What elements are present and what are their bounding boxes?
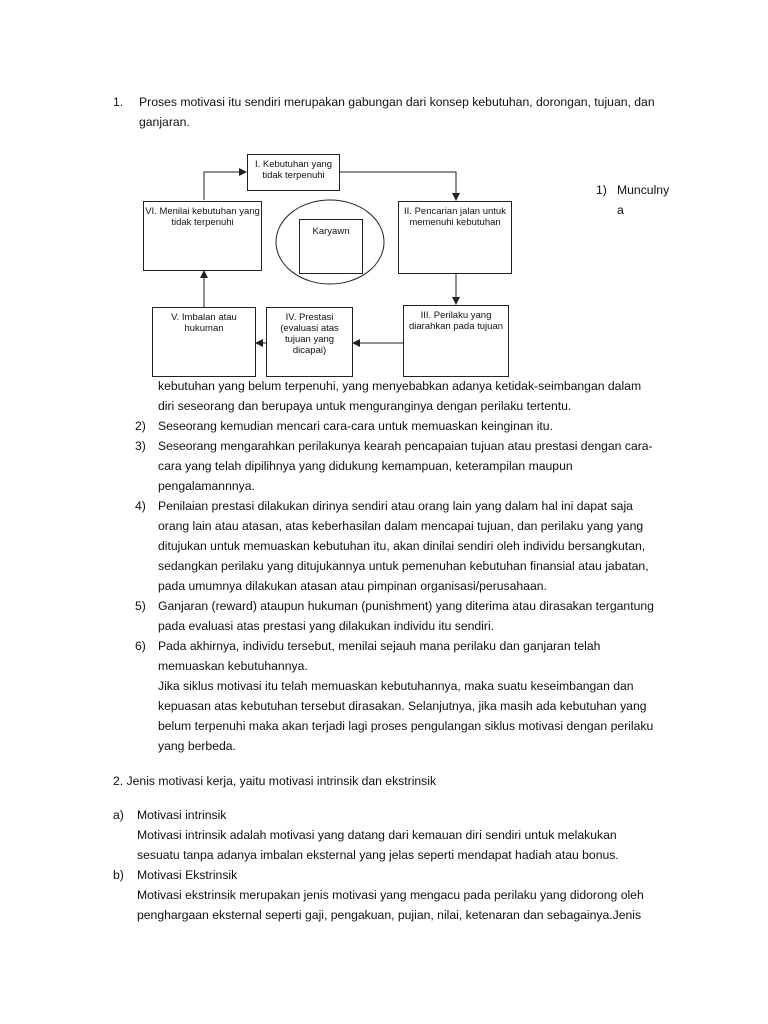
step-number: 6): [135, 639, 146, 653]
step-line: ditujukan untuk memuaskan kebutuhan itu, akan dinilai sendiri oleh individu bersangkutan,: [158, 539, 646, 553]
arrow-6-to-1: [204, 172, 246, 200]
subitem-line: Motivasi intrinsik adalah motivasi yang datang dari kemauan diri sendiri untuk melakukan: [137, 828, 617, 842]
step-number: 2): [135, 419, 146, 433]
step-line: belum terpenuhi maka akan terjadi lagi proses pengulangan siklus motivasi dengan perilaku: [158, 719, 654, 733]
step-line: diri seseorang dan berupaya untuk menguranginya dengan perilaku tertentu.: [158, 399, 572, 413]
item1-line2: ganjaran.: [139, 115, 190, 129]
step-number: 4): [135, 499, 146, 513]
diagram-box-4: IV. Prestasi (evaluasi atas tujuan yang dicapai): [266, 307, 353, 377]
step-line: kebutuhan yang belum terpenuhi, yang menyebabkan adanya ketidak-seimbangan dalam: [158, 379, 642, 393]
step-line: Pada akhirnya, individu tersebut, menilai sejauh mana perilaku dan ganjaran telah: [158, 639, 601, 653]
subitem-number: b): [113, 868, 124, 882]
step-line: orang lain atau atasan, atas keberhasilan dalam mencapai tujuan, dan perilaku yang yang: [158, 519, 644, 533]
side-item-line2: a: [617, 203, 624, 217]
step-line: Seseorang mengarahkan perilakunya kearah pencapaian tujuan atau prestasi dengan cara-: [158, 439, 653, 453]
item1-number: 1.: [113, 95, 124, 109]
motivation-cycle-diagram: [0, 0, 768, 400]
side-item-number: 1): [596, 183, 607, 197]
step-line: pengalamannnya.: [158, 479, 255, 493]
step-number: 5): [135, 599, 146, 613]
item1-line1: Proses motivasi itu sendiri merupakan gabungan dari konsep kebutuhan, dorongan, tujuan, dan: [139, 95, 655, 109]
step-line: Jika siklus motivasi itu telah memuaskan kebutuhannya, maka suatu keseimbangan dan: [158, 679, 634, 693]
diagram-box-2: II. Pencarian jalan untuk memenuhi kebutuhan: [398, 201, 512, 274]
step-line: yang berbeda.: [158, 739, 236, 753]
step-line: Penilaian prestasi dilakukan dirinya sendiri atau orang lain yang dalam hal ini dapat saja: [158, 499, 633, 513]
subitem-line: sesuatu tanpa adanya imbalan eksternal yang jelas seperti mendapat hadiah atau bonus.: [137, 848, 619, 862]
arrow-1-to-2: [340, 172, 456, 200]
step-line: Seseorang kemudian mencari cara-cara untuk memuaskan keinginan itu.: [158, 419, 553, 433]
diagram-center-box: Karyawn: [299, 219, 363, 274]
side-item-line1: Munculny: [617, 183, 670, 197]
diagram-box-6: VI. Menilai kebutuhan yang tidak terpenuhi: [143, 201, 262, 271]
diagram-box-5: V. Imbalan atau hukuman: [152, 307, 256, 377]
subitem-line: Motivasi intrinsik: [137, 808, 227, 822]
step-number: 3): [135, 439, 146, 453]
step-line: memuaskan kebutuhannya.: [158, 659, 308, 673]
step-line: cara yang telah dipilihnya yang didukung kemampuan, keterampilan maupun: [158, 459, 573, 473]
subitem-line: penghargaan eksternal seperti gaji, pengakuan, pujian, nilai, ketenaran dan sebagainya.Jenis: [137, 908, 642, 922]
diagram-box-1: I. Kebutuhan yang tidak terpenuhi: [247, 154, 340, 191]
step-line: Ganjaran (reward) ataupun hukuman (punishment) yang diterima atau dirasakan tergantung: [158, 599, 654, 613]
step-line: kepuasan atas kebutuhan tersebut dirasakan. Selanjutnya, jika masih ada kebutuhan yang: [158, 699, 647, 713]
step-line: pada umumnya dilakukan atasan atau pimpinan organisasi/perusahaan.: [158, 579, 547, 593]
step-line: sedangkan perilaku yang ditujukannya untuk pemenuhan kebutuhan finansial atau jabatan,: [158, 559, 649, 573]
subitem-number: a): [113, 808, 124, 822]
subitem-line: Motivasi ekstrinsik merupakan jenis motivasi yang mengacu pada perilaku yang didorong oleh: [137, 888, 644, 902]
diagram-box-3: III. Perilaku yang diarahkan pada tujuan: [403, 305, 509, 377]
subitem-line: Motivasi Ekstrinsik: [137, 868, 238, 882]
item2-heading: 2. Jenis motivasi kerja, yaitu motivasi intrinsik dan ekstrinsik: [113, 774, 437, 788]
step-line: pada evaluasi atas prestasi yang dilakukan individu itu sendiri.: [158, 619, 495, 633]
